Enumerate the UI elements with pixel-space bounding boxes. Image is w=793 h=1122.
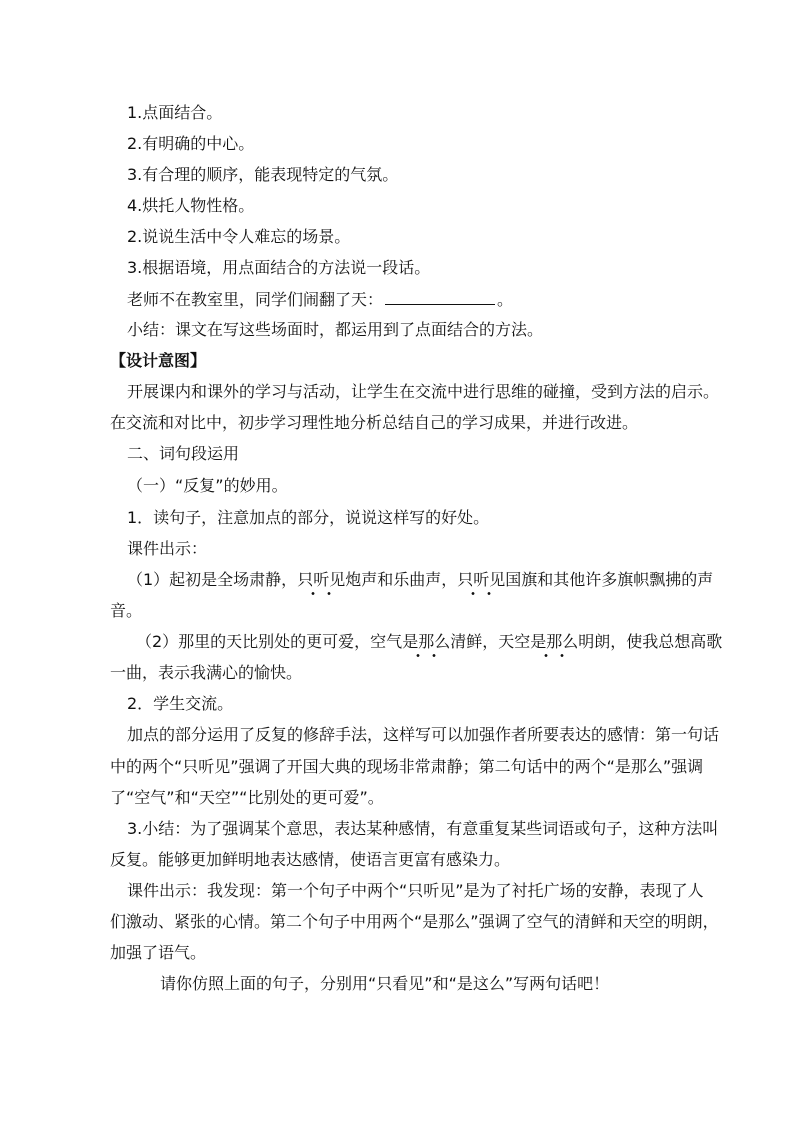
example-sentence-2	[136, 632, 722, 652]
fill-in-end: 。	[497, 290, 514, 309]
analysis-para-1: 加点的部分运用了反复的修辞手法，这样写可以加强作者所要表达的感情：第一句话	[127, 725, 720, 744]
sentence-1-part-e: 国旗和其他许多旗帜飘拂的声	[505, 570, 714, 589]
answer-blank	[385, 289, 495, 305]
analysis-para-2: 中的两个“只听见”强调了开国大典的现场非常肃静；第二句话中的两个“是那么”强调	[110, 757, 704, 776]
exercise-2: 2．学生交流。	[127, 694, 234, 713]
summary-2-line-1: 3.小结：为了强调某个意思，表达某种感情，有意重复某些词语或句子，这种方法叫	[127, 819, 719, 838]
task-3: 3.根据语境，用点面结合的方法说一段话。	[127, 258, 431, 277]
subsection-heading: （一）“反复”的妙用。	[127, 476, 288, 495]
point-3: 3.有合理的顺序，能表现特定的气氛。	[127, 165, 399, 184]
example-sentence-1	[127, 570, 713, 590]
discovery-line-3: 加强了语气。	[110, 943, 207, 962]
fill-in-text: 老师不在教室里，同学们闹翻了天：	[127, 290, 384, 309]
sentence-2-part-e: 明朗，使我总想高歌	[578, 632, 723, 651]
section-heading: 二、词句段运用	[127, 444, 240, 463]
exercise-1: 1．读句子，注意加点的部分，说说这样写的好处。	[127, 508, 490, 527]
point-1: 1.点面结合。	[127, 103, 223, 122]
example-sentence-1-cont: 音。	[110, 601, 143, 620]
sentence-1-part-a: （1）起初是全场肃静，	[127, 570, 298, 589]
design-intent-para-1: 开展课内和课外的学习与活动，让学生在交流中进行思维的碰撞，受到方法的启示。	[127, 382, 720, 401]
emphasis-zhitingjian-2: 只听见	[457, 570, 506, 589]
summary-2-line-2: 反复。能够更加鲜明地表达感情，使语言更富有感染力。	[110, 850, 511, 869]
task-2: 2.说说生活中令人难忘的场景。	[127, 227, 351, 246]
discovery-line-2: 们激动、紧张的心情。第二个句子中用两个“是那么”强调了空气的清鲜和天空的明朗，	[110, 912, 719, 931]
sentence-2-part-c: 清鲜，天空	[450, 632, 531, 651]
summary-1: 小结：课文在写这些场面时，都运用到了点面结合的方法。	[127, 320, 544, 339]
point-2: 2.有明确的中心。	[127, 134, 255, 153]
courseware-label: 课件出示：	[127, 539, 208, 558]
example-sentence-2-cont: 一曲，表示我满心的愉快。	[110, 663, 303, 682]
emphasis-shinamo-2: 是那么	[530, 632, 579, 651]
sentence-2-part-a: （2）那里的天比别处的更可爱，空气	[136, 632, 403, 651]
emphasis-zhitingjian-1: 只听见	[297, 570, 346, 589]
practice-prompt: 请你仿照上面的句子，分别用“只看见”和“是这么”写两句话吧！	[160, 974, 610, 993]
sentence-1-part-c: 炮声和乐曲声，	[345, 570, 458, 589]
point-4: 4.烘托人物性格。	[127, 196, 255, 215]
emphasis-shinamo-1: 是那么	[402, 632, 451, 651]
analysis-para-3: 了“空气”和“天空”“比别处的更可爱”。	[110, 788, 384, 807]
discovery-line-1: 课件出示：我发现：第一个句子中两个“只听见”是为了衬托广场的安静，表现了人	[127, 881, 704, 900]
design-intent-heading: 【设计意图】	[110, 351, 207, 370]
design-intent-para-2: 在交流和对比中，初步学习理性地分析总结自己的学习成果，并进行改进。	[110, 413, 639, 432]
fill-in-sentence	[127, 289, 513, 310]
